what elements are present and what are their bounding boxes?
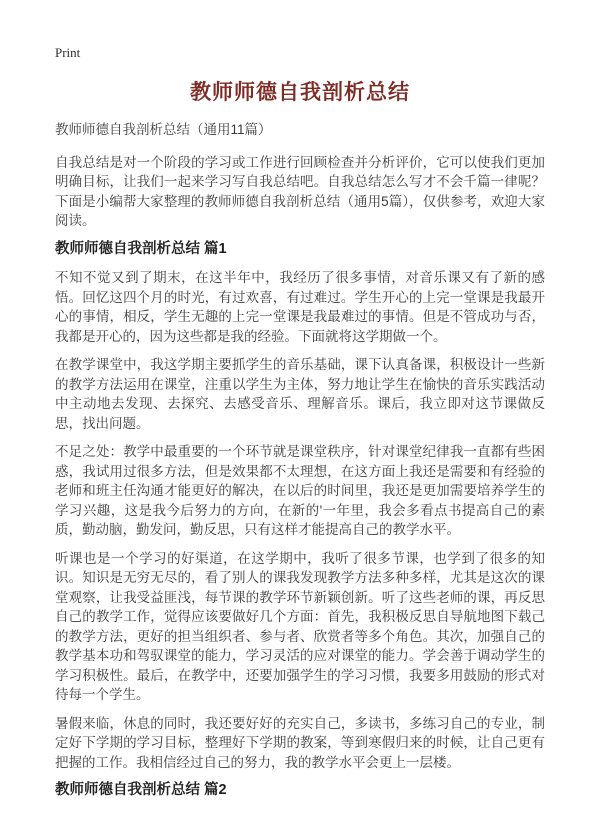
section-heading-part1: 教师师德自我剖析总结 篇1 xyxy=(55,240,227,257)
body-paragraph: 不足之处：教学中最重要的一个环节就是课堂秩序，针对课堂纪律我一直都有些困惑，我试用过很多方法，但是效果都不太理想，在这方面上我还是需要和有经验的老师和班主任沟通才能更好的解决，在以后的时间里，我还是更加需要培养学生的学习兴趣，这是我今后努力的方向，在新的'一年里，我会多看点书提高自己的素质，勤动脑，勤发问，勤反思，只有这样才能提高自己的教学水平。 xyxy=(55,444,545,537)
body-paragraph: 不知不觉又到了期末，在这半年中，我经历了很多事情，对音乐课又有了新的感悟。回忆这四个月的时光，有过欢喜，有过难过。学生开心的上完一堂课是我最开心的事情，相反，学生无趣的上完一堂课是我最难过的事情。但是不管成功与否，我都是开心的，因为这些都是我的经验。下面就将这学期做一个。 xyxy=(55,270,545,344)
section-heading-part2: 教师师德自我剖析总结 篇2 xyxy=(55,782,227,798)
print-button[interactable]: Print xyxy=(55,45,81,60)
body-paragraph: 在教学课堂中，我这学期主要抓学生的音乐基础，课下认真备课，积极设计一些新的教学方法运用在课堂，注重以学生为主体，努力地让学生在愉快的音乐实践活动中主动地去发现、去探究、去感受音乐、理解音乐。课后，我立即对这节课做反思，找出问题。 xyxy=(55,357,545,431)
body-paragraph: 暑假来临，休息的同时，我还要好好的充实自己，多读书，多练习自己的专业，制定好下学期的学习目标，整理好下学期的教案，等到寒假归来的时候，让自己更有把握的工作。我相信经过自己的努力，我的教学水平会更上一层楼。 xyxy=(55,715,545,770)
document-subtitle: 教师师德自我剖析总结（通用11篇） xyxy=(55,122,272,137)
body-paragraph: 听课也是一个学习的好渠道，在这学期中，我听了很多节课，也学到了很多的知识。知识是无穷无尽的，看了别人的课我发现教学方法多种多样，尤其是这次的课堂观察，让我受益匪浅，每节课的教学环节新颖创新。听了这些老师的课，再反思自己的教学工作，觉得应该要做好几个方面：首先，我积极反思自导航地图下载己的教学方法，更好的担当组织者、参与者、欣赏者等多个角色。其次，加强自己的教学基本功和驾驭课堂的能力，学习灵活的应对课堂的能力。学会善于调动学生的学习积极性。最后，在教学中，还要加强学生的学习习惯，我要多用鼓励的形式对待每一个学生。 xyxy=(55,550,545,702)
page-title: 教师师德自我剖析总结 xyxy=(190,81,410,104)
intro-paragraph: 自我总结是对一个阶段的学习或工作进行回顾检查并分析评价，它可以使我们更加明确目标，让我们一起来学习写自我总结吧。自我总结怎么写才不会千篇一律呢？下面是小编帮大家整理的教师师德自我剖析总结（通用5篇），仅供参考，欢迎大家阅读。 xyxy=(55,154,545,228)
